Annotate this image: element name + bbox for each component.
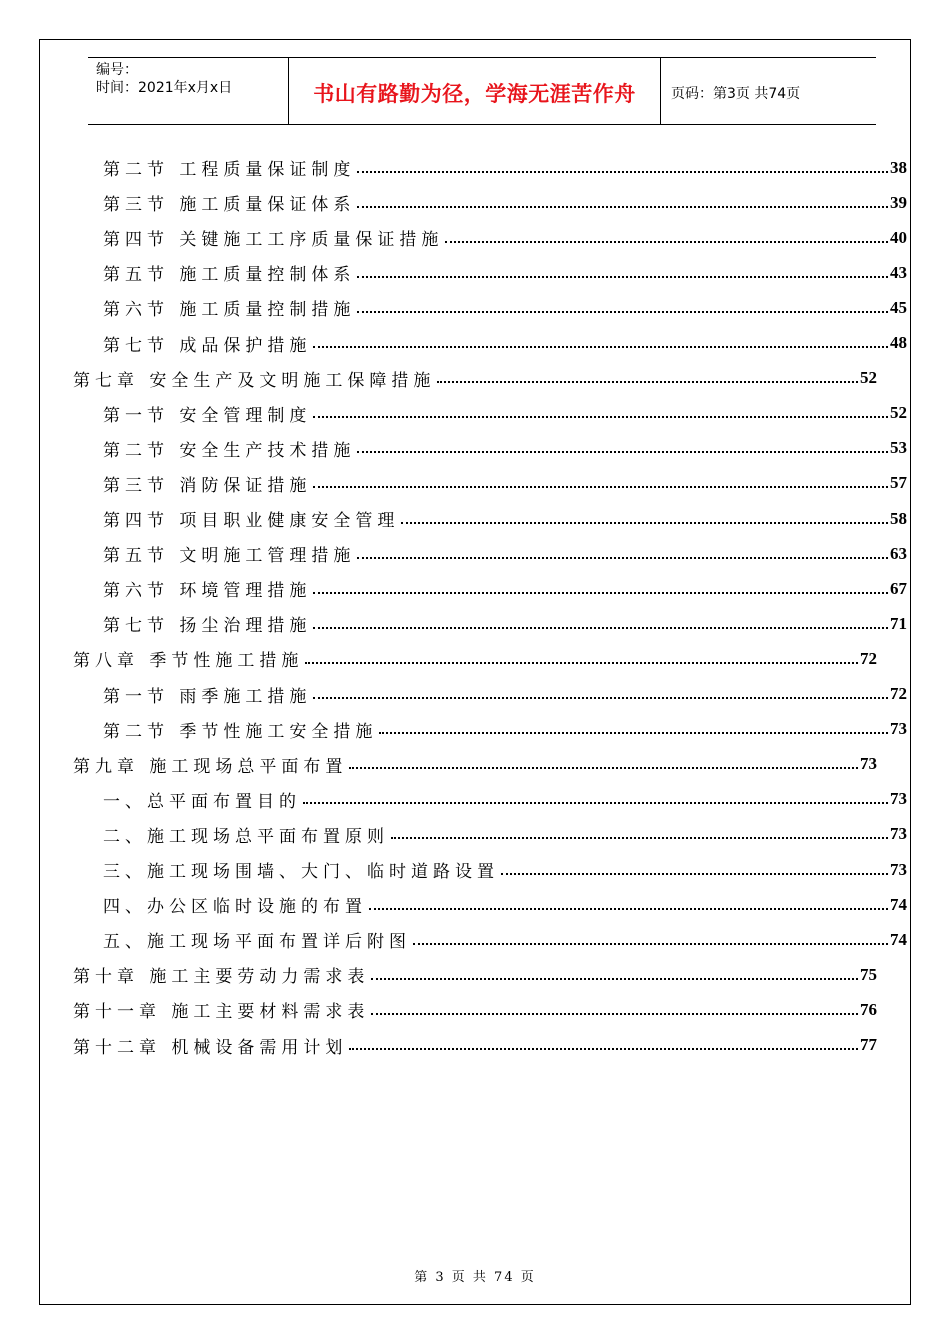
toc-entry-label: 第五节 文明施工管理措施 (103, 546, 356, 567)
toc-section-entry[interactable] (73, 326, 907, 361)
toc-page-number: 76 (860, 999, 877, 1019)
toc-section-entry[interactable] (73, 571, 907, 606)
toc-page-number: 73 (890, 789, 907, 809)
toc-page-number: 52 (890, 403, 907, 423)
toc-page-number: 73 (890, 824, 907, 844)
toc-section-entry[interactable] (73, 712, 907, 747)
toc-entry-label: 第五节 施工质量控制体系 (103, 265, 356, 286)
toc-page-number: 53 (890, 438, 907, 458)
toc-dot-leader (303, 802, 888, 804)
document-header (88, 57, 876, 125)
number-label: 编号： (96, 62, 138, 78)
toc-page-number: 63 (890, 543, 907, 563)
toc-entry-label: 第十章 施工主要劳动力需求表 (73, 967, 370, 988)
toc-page-number: 57 (890, 473, 907, 493)
toc-section-entry[interactable] (73, 606, 907, 641)
toc-entry-label: 第三节 消防保证措施 (103, 475, 312, 496)
toc-dot-leader (371, 978, 858, 980)
toc-dot-leader (391, 837, 888, 839)
toc-chapter-entry[interactable] (73, 992, 877, 1027)
toc-dot-leader (357, 451, 888, 453)
toc-dot-leader (349, 767, 858, 769)
toc-entry-label: 第七节 扬尘治理措施 (103, 616, 312, 637)
toc-dot-leader (357, 206, 888, 208)
toc-entry-label: 第六节 环境管理措施 (103, 581, 312, 602)
toc-dot-leader (371, 1013, 858, 1015)
header-page-info: 页码：第3页 共74页 (671, 86, 801, 102)
toc-entry-label: 一、总平面布置目的 (103, 791, 301, 812)
toc-dot-leader (437, 381, 858, 383)
toc-page-number: 71 (890, 613, 907, 633)
toc-dot-leader (413, 943, 888, 945)
toc-page-number: 74 (890, 929, 907, 949)
toc-section-entry[interactable] (73, 255, 907, 290)
toc-entry-label: 五、施工现场平面布置详后附图 (103, 932, 411, 953)
toc-entry-label: 第七章 安全生产及文明施工保障措施 (73, 370, 436, 391)
toc-entry-label: 第八章 季节性施工措施 (73, 651, 304, 672)
toc-page-number: 74 (890, 894, 907, 914)
toc-page-number: 75 (860, 964, 877, 984)
toc-section-entry[interactable] (73, 466, 907, 501)
toc-page-number: 72 (860, 648, 877, 668)
toc-section-entry[interactable] (73, 396, 907, 431)
toc-dot-leader (369, 908, 888, 910)
toc-entry-label: 第四节 项目职业健康安全管理 (103, 511, 400, 531)
toc-dot-leader (501, 873, 888, 875)
toc-chapter-entry[interactable] (73, 957, 877, 992)
toc-entry-label: 第四节 关键施工工序质量保证措施 (103, 230, 444, 251)
toc-page-number: 73 (860, 754, 877, 774)
toc-dot-leader (401, 522, 888, 524)
toc-section-entry[interactable] (73, 677, 907, 712)
toc-section-entry[interactable] (73, 782, 907, 817)
toc-section-entry[interactable] (73, 220, 907, 255)
toc-dot-leader (357, 557, 888, 559)
toc-dot-leader (313, 627, 888, 629)
toc-page-number: 72 (890, 684, 907, 703)
toc-entry-label: 第一节 雨季施工措施 (103, 686, 312, 707)
toc-entry-label: 第三节 施工质量保证体系 (103, 195, 356, 216)
toc-entry-label: 第二节 工程质量保证制度 (103, 160, 356, 180)
toc-entry-label: 四、办公区临时设施的布置 (103, 897, 367, 918)
toc-section-entry[interactable] (73, 431, 907, 466)
toc-entry-label: 第二节 安全生产技术措施 (103, 440, 356, 461)
toc-dot-leader (305, 662, 858, 664)
toc-chapter-entry[interactable] (73, 361, 877, 396)
toc-dot-leader (313, 416, 888, 418)
toc-page-number: 52 (860, 368, 877, 388)
toc-entry-label: 二、施工现场总平面布置原则 (103, 826, 389, 847)
toc-entry-label: 第二节 季节性施工安全措施 (103, 721, 378, 742)
toc-entry-label: 第十二章 机械设备需用计划 (73, 1037, 348, 1058)
toc-page-number: 45 (890, 297, 907, 317)
toc-entry-label: 第九章 施工现场总平面布置 (73, 756, 348, 777)
toc-entry-label: 第十一章 施工主要材料需求表 (73, 1002, 370, 1023)
header-meta (88, 58, 288, 124)
toc-section-entry[interactable] (73, 852, 907, 887)
toc-chapter-entry[interactable] (73, 1028, 877, 1063)
toc-dot-leader (357, 276, 888, 278)
toc-dot-leader (313, 592, 888, 594)
toc-chapter-entry[interactable] (73, 747, 877, 782)
toc-page-number: 48 (890, 333, 907, 352)
header-motto: 书山有路勤为径，学海无涯苦作舟 (288, 58, 661, 124)
toc-page-number: 43 (890, 262, 907, 282)
toc-entry-label: 第七节 成品保护措施 (103, 335, 312, 356)
toc-dot-leader (349, 1048, 858, 1050)
toc-section-entry[interactable] (73, 887, 907, 922)
toc-section-entry[interactable] (73, 185, 907, 220)
toc-page-number: 67 (890, 578, 907, 598)
toc-section-entry[interactable] (73, 290, 907, 325)
toc-page-number: 40 (890, 227, 907, 247)
toc-dot-leader (313, 486, 888, 488)
toc-section-entry[interactable] (73, 817, 907, 852)
toc-page-number: 77 (860, 1035, 877, 1054)
page-footer: 第 3 页 共 74 页 (414, 1270, 536, 1285)
toc-section-entry[interactable] (73, 150, 907, 185)
toc-dot-leader (357, 311, 888, 313)
toc-dot-leader (313, 346, 888, 348)
toc-dot-leader (313, 697, 888, 699)
toc-chapter-entry[interactable] (73, 641, 877, 676)
toc-section-entry[interactable] (73, 536, 907, 571)
toc-section-entry[interactable] (73, 922, 907, 957)
toc-page-number: 73 (890, 719, 907, 739)
toc-page-number: 39 (890, 192, 907, 212)
toc-dot-leader (379, 732, 888, 734)
toc-dot-leader (357, 171, 888, 173)
toc-page-number: 73 (890, 859, 907, 879)
toc-entry-label: 三、施工现场围墙、大门、临时道路设置 (103, 862, 499, 882)
toc-dot-leader (445, 241, 888, 243)
toc-page-number: 38 (890, 157, 907, 177)
toc-entry-label: 第六节 施工质量控制措施 (103, 300, 356, 321)
toc-entry-label: 第一节 安全管理制度 (103, 405, 312, 426)
time-label: 时间：2021年x月x日 (96, 80, 233, 96)
toc-section-entry[interactable] (73, 501, 907, 536)
toc-page-number: 58 (890, 508, 907, 528)
